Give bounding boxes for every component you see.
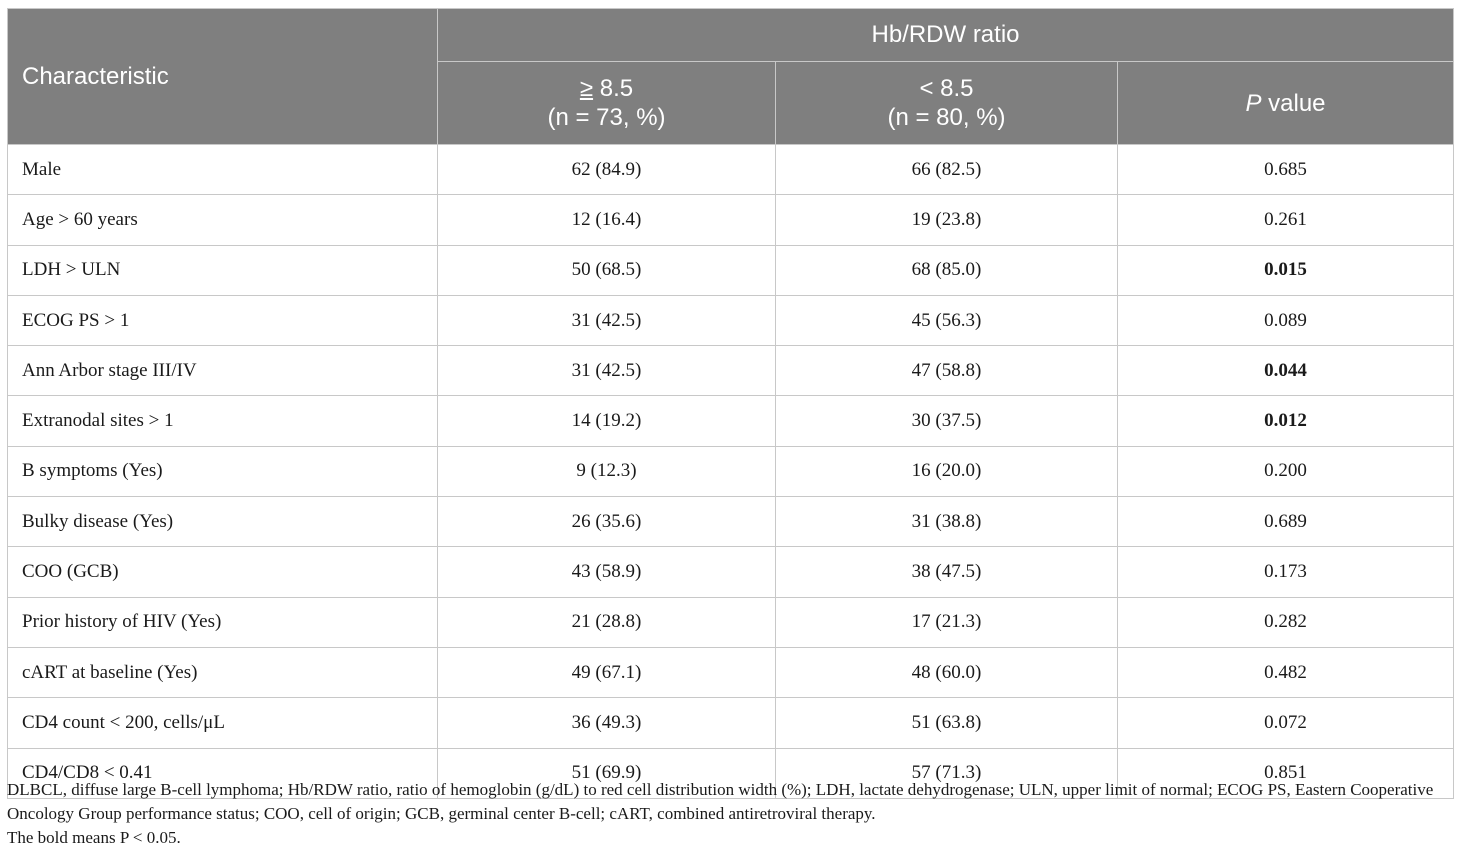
high-ratio-cell: 21 (28.8): [438, 597, 776, 647]
table-row: [8, 597, 1454, 647]
p-value-cell: 0.089: [1118, 295, 1454, 345]
low-ratio-cell: 45 (56.3): [776, 295, 1118, 345]
p-value-cell: 0.015: [1118, 245, 1454, 295]
low-ratio-threshold: < 8.5: [919, 75, 974, 102]
row-label-cell: Age > 60 years: [8, 195, 438, 245]
high-ratio-cell: 62 (84.9): [438, 145, 776, 195]
p-value-cell: 0.282: [1118, 597, 1454, 647]
table-row: [8, 295, 1454, 345]
table-row: [8, 647, 1454, 697]
characteristic-header: Characteristic: [8, 9, 438, 145]
high-ratio-value: 8.5: [593, 75, 634, 102]
low-ratio-cell: 38 (47.5): [776, 547, 1118, 597]
high-ratio-column-header: [438, 62, 776, 145]
abbreviations-note: DLBCL, diffuse large B-cell lymphoma; Hb/RDW ratio, ratio of hemoglobin (g/dL) to red cell distribution width (%); LDH, lactate dehydrogenase; ULN, upper limit of normal; ECOG PS, Eastern Cooperative Oncology Group performance status; COO, cell of origin; GCB, germinal center B-cell; cART, combined antiretroviral therapy.: [7, 780, 1434, 823]
row-label-cell: ECOG PS > 1: [8, 295, 438, 345]
table-row: [8, 346, 1454, 396]
p-value-cell: 0.200: [1118, 446, 1454, 496]
p-value-column-header: [1118, 62, 1454, 145]
low-ratio-cell: 66 (82.5): [776, 145, 1118, 195]
p-value-cell: 0.482: [1118, 647, 1454, 697]
high-ratio-cell: 31 (42.5): [438, 295, 776, 345]
high-ratio-cell: 12 (16.4): [438, 195, 776, 245]
p-italic: P: [1245, 89, 1262, 117]
p-value-cell: 0.173: [1118, 547, 1454, 597]
low-ratio-cell: 30 (37.5): [776, 396, 1118, 446]
hb-rdw-ratio-header: Hb/RDW ratio: [438, 9, 1454, 62]
high-ratio-cell: 9 (12.3): [438, 446, 776, 496]
high-ratio-cell: 26 (35.6): [438, 497, 776, 547]
row-label-cell: CD4/CD8 < 0.41: [8, 748, 438, 798]
low-ratio-cell: 68 (85.0): [776, 245, 1118, 295]
high-ratio-cell: 36 (49.3): [438, 698, 776, 748]
row-label-cell: Male: [8, 145, 438, 195]
low-ratio-column-header: [776, 62, 1118, 145]
bold-note: The bold means P < 0.05.: [7, 828, 181, 847]
p-value-cell: 0.689: [1118, 497, 1454, 547]
low-ratio-cell: 19 (23.8): [776, 195, 1118, 245]
row-label-cell: CD4 count < 200, cells/μL: [8, 698, 438, 748]
table-row: [8, 145, 1454, 195]
p-value-cell: 0.851: [1118, 748, 1454, 798]
table-row: [8, 245, 1454, 295]
low-ratio-cell: 48 (60.0): [776, 647, 1118, 697]
low-ratio-cell: 51 (63.8): [776, 698, 1118, 748]
row-label-cell: LDH > ULN: [8, 245, 438, 295]
table-row: [8, 195, 1454, 245]
row-label-cell: B symptoms (Yes): [8, 446, 438, 496]
table-footnote: [7, 778, 1457, 850]
low-ratio-cell: 16 (20.0): [776, 446, 1118, 496]
row-label-cell: COO (GCB): [8, 547, 438, 597]
table-header: [8, 9, 1454, 145]
greater-equal-symbol: ≥: [579, 75, 594, 102]
p-value-label: [1119, 89, 1452, 118]
table-row: [8, 698, 1454, 748]
low-ratio-cell: 57 (71.3): [776, 748, 1118, 798]
p-value-cell: 0.685: [1118, 145, 1454, 195]
high-ratio-n: (n = 73, %): [547, 104, 666, 131]
characteristics-table: [7, 8, 1454, 799]
high-ratio-threshold: [439, 74, 774, 103]
table-row: [8, 547, 1454, 597]
p-value-cell: 0.072: [1118, 698, 1454, 748]
row-label-cell: cART at baseline (Yes): [8, 647, 438, 697]
high-ratio-cell: 49 (67.1): [438, 647, 776, 697]
high-ratio-cell: 43 (58.9): [438, 547, 776, 597]
p-value-cell: 0.261: [1118, 195, 1454, 245]
high-ratio-cell: 50 (68.5): [438, 245, 776, 295]
table-row: [8, 446, 1454, 496]
table-body: [8, 145, 1454, 799]
high-ratio-cell: 51 (69.9): [438, 748, 776, 798]
row-label-cell: Bulky disease (Yes): [8, 497, 438, 547]
low-ratio-cell: 47 (58.8): [776, 346, 1118, 396]
low-ratio-n: (n = 80, %): [887, 104, 1006, 131]
low-ratio-cell: 17 (21.3): [776, 597, 1118, 647]
table-row: [8, 497, 1454, 547]
table-row: [8, 396, 1454, 446]
row-label-cell: Prior history of HIV (Yes): [8, 597, 438, 647]
row-label-cell: Ann Arbor stage III/IV: [8, 346, 438, 396]
low-ratio-cell: 31 (38.8): [776, 497, 1118, 547]
row-label-cell: Extranodal sites > 1: [8, 396, 438, 446]
p-value-cell: 0.012: [1118, 396, 1454, 446]
p-value-cell: 0.044: [1118, 346, 1454, 396]
high-ratio-cell: 14 (19.2): [438, 396, 776, 446]
characteristics-table-container: [7, 8, 1453, 799]
high-ratio-cell: 31 (42.5): [438, 346, 776, 396]
p-value-word: value: [1261, 89, 1326, 117]
